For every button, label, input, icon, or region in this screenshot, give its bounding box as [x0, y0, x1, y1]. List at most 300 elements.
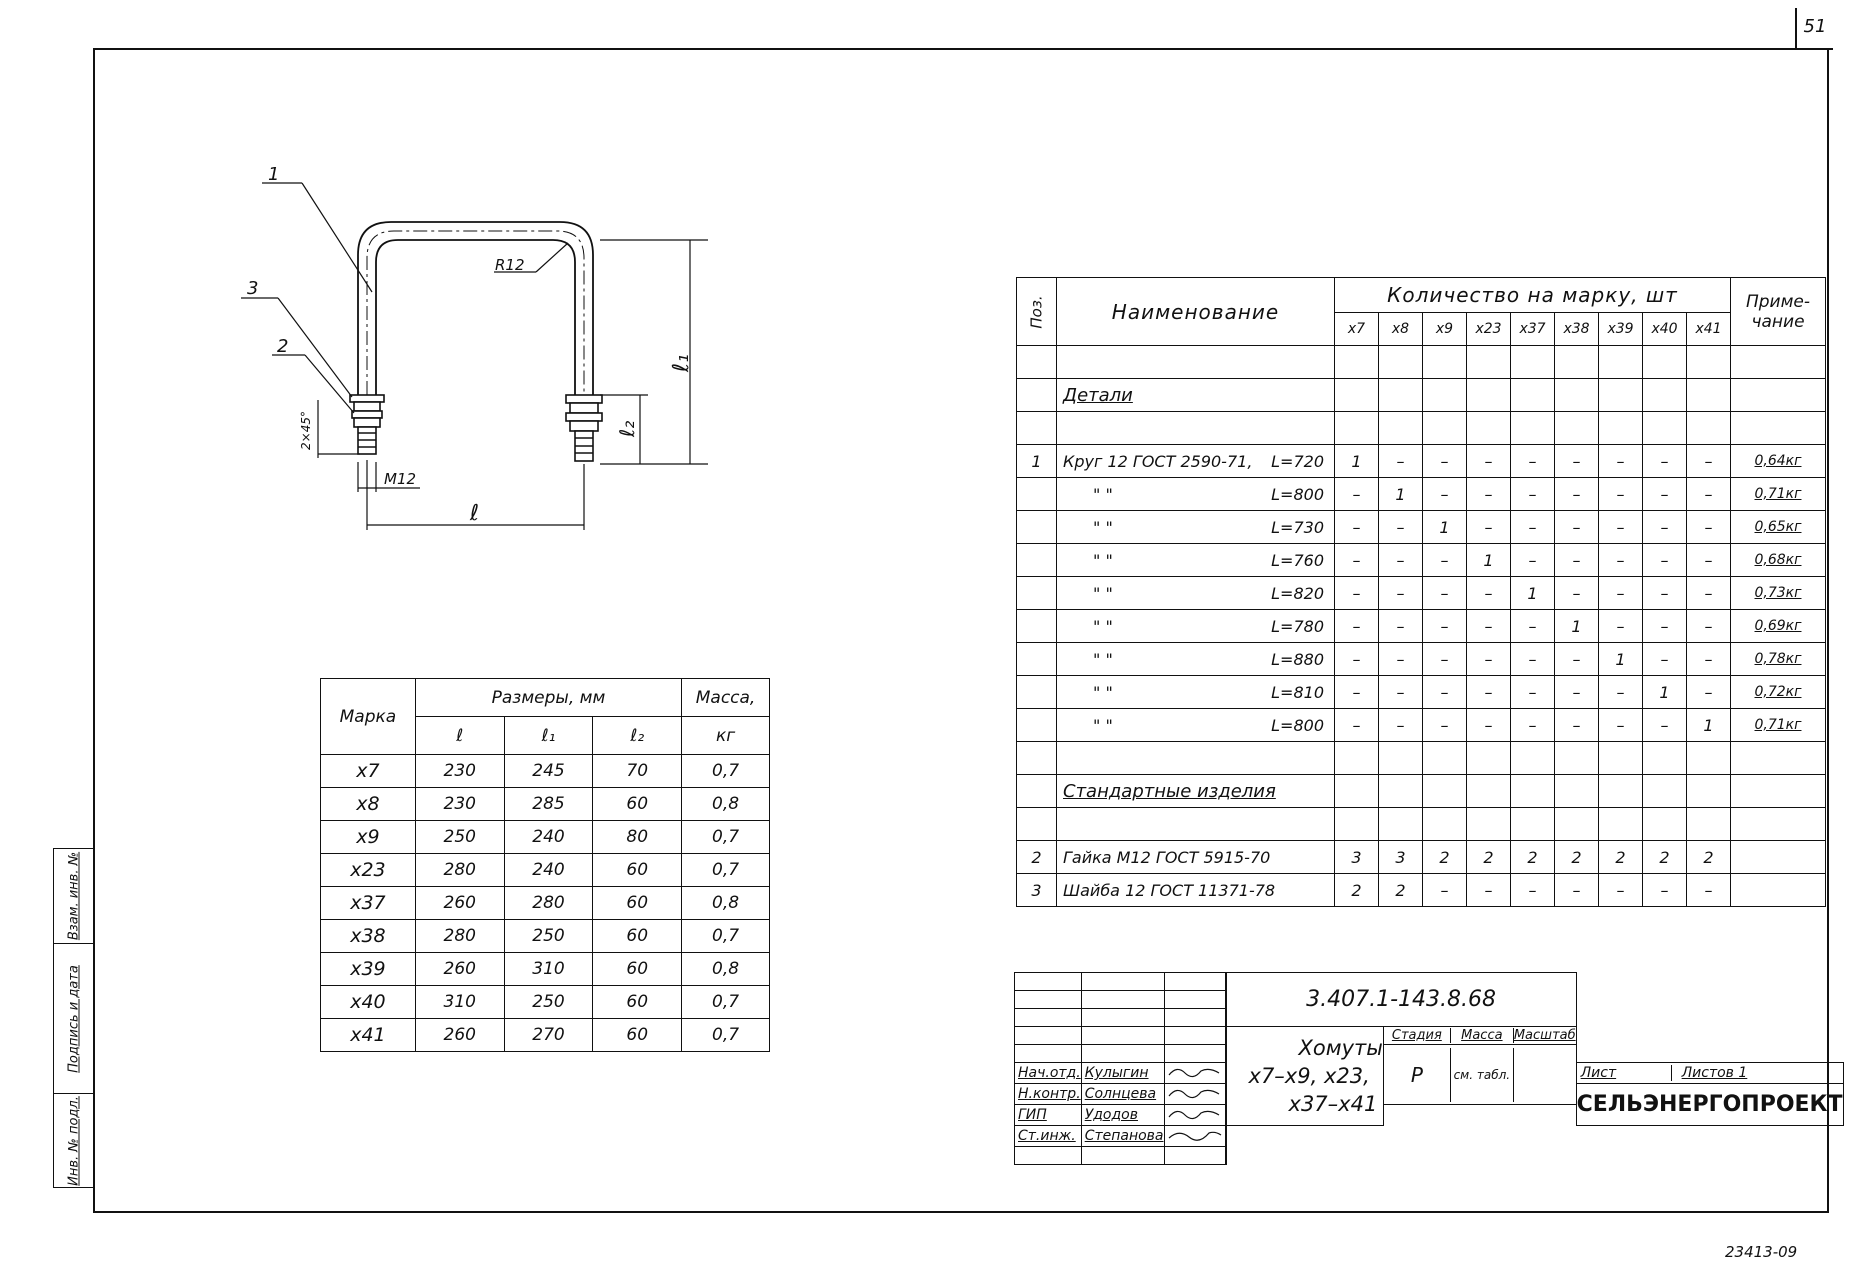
- dim-cell-l: 260: [415, 887, 504, 920]
- spec-cell: [1511, 742, 1555, 775]
- spec-cell: [1731, 412, 1826, 445]
- spec-item-row: [1017, 874, 1826, 907]
- spec-note: [1731, 874, 1826, 907]
- spec-cell: [1057, 742, 1335, 775]
- spec-qty: –: [1467, 874, 1511, 907]
- spec-length: L=760: [1271, 550, 1324, 570]
- spec-qty: –: [1467, 643, 1511, 676]
- spec-cell: [1017, 346, 1057, 379]
- spec-name: [1057, 577, 1335, 610]
- spec-cell: [1379, 808, 1423, 841]
- dim-cell-mark: х23: [321, 854, 416, 887]
- spec-qty: –: [1335, 709, 1379, 742]
- spec-length: L=780: [1271, 616, 1324, 636]
- spec-name-text: " ": [1093, 583, 1113, 603]
- dim-cell-mass: 0,7: [682, 854, 770, 887]
- spec-qty: 3: [1335, 841, 1379, 874]
- spec-qty: –: [1687, 874, 1731, 907]
- dim-cell-mass: 0,8: [682, 887, 770, 920]
- dim-cell-l1: 240: [504, 821, 593, 854]
- spec-cell: [1731, 808, 1826, 841]
- spec-qty: –: [1555, 544, 1599, 577]
- spec-cell: [1643, 742, 1687, 775]
- dim-cell-l1: 250: [504, 986, 593, 1019]
- doc-title-line2: х7–х9, х23,: [1248, 1064, 1370, 1088]
- spec-mark-header: х7: [1335, 312, 1379, 346]
- dim-header-l2: ℓ₂: [593, 717, 682, 755]
- tb-cell: [1081, 1147, 1164, 1165]
- dim-row: [321, 854, 770, 887]
- spec-qty: –: [1599, 478, 1643, 511]
- spec-cell: [1687, 412, 1731, 445]
- spec-qty: 2: [1555, 841, 1599, 874]
- staff-role: Ст.инж.: [1015, 1126, 1082, 1147]
- spec-header-pos-text: Поз.: [1027, 295, 1046, 329]
- spec-pos: [1017, 577, 1057, 610]
- dim-row: [321, 887, 770, 920]
- spec-qty: –: [1379, 709, 1423, 742]
- spec-qty: –: [1335, 544, 1379, 577]
- spec-qty: –: [1335, 643, 1379, 676]
- spec-cell: [1379, 379, 1423, 412]
- spec-qty: –: [1423, 610, 1467, 643]
- dim-row: [321, 755, 770, 788]
- spec-cell: [1555, 808, 1599, 841]
- spec-cell: [1467, 775, 1511, 808]
- bottom-code: 23413-09: [1725, 1243, 1798, 1261]
- spec-length: L=730: [1271, 517, 1324, 537]
- spec-qty: –: [1511, 544, 1555, 577]
- spec-cell: [1511, 412, 1555, 445]
- drawing-labels: [247, 164, 694, 526]
- staff-name: Солнцева: [1081, 1084, 1164, 1105]
- spec-qty: –: [1379, 544, 1423, 577]
- spec-pos: [1017, 643, 1057, 676]
- dim-header-mass-unit: кг: [682, 717, 770, 755]
- dim-cell-l: 260: [415, 953, 504, 986]
- spec-length: L=810: [1271, 682, 1324, 702]
- spec-qty: 1: [1335, 445, 1379, 478]
- callout-3: 3: [247, 278, 259, 299]
- spec-cell: [1335, 412, 1379, 445]
- spec-qty: –: [1467, 445, 1511, 478]
- sheet-number: 51: [1803, 16, 1827, 37]
- dim-cell-l1: 280: [504, 887, 593, 920]
- spec-qty: –: [1379, 643, 1423, 676]
- spec-qty: 1: [1423, 511, 1467, 544]
- spec-cell: [1057, 412, 1335, 445]
- spec-qty: –: [1599, 676, 1643, 709]
- dim-header-l1: ℓ₁: [504, 717, 593, 755]
- strip-inv-orig: Инв. № подл.: [66, 1095, 82, 1186]
- spec-qty: –: [1643, 511, 1687, 544]
- spec-cell: [1423, 346, 1467, 379]
- callout-1: 1: [268, 164, 280, 185]
- dim-cell-l1: 250: [504, 920, 593, 953]
- spec-qty: –: [1643, 478, 1687, 511]
- dim-row: [321, 920, 770, 953]
- dim-cell-mass: 0,7: [682, 1019, 770, 1052]
- stage-label: Стадия: [1384, 1028, 1451, 1043]
- strip-replacement-inv: Взам. инв. №: [66, 851, 82, 941]
- staff-signature: [1164, 1084, 1225, 1105]
- spec-cell: [1379, 775, 1423, 808]
- dim-cell-mass: 0,7: [682, 920, 770, 953]
- spec-cell: [1017, 742, 1057, 775]
- doc-title: [1226, 1027, 1383, 1126]
- spec-name-text: " ": [1093, 484, 1113, 504]
- spec-qty: –: [1467, 577, 1511, 610]
- right-nut-washer: [566, 395, 602, 461]
- spec-item-row: [1017, 478, 1826, 511]
- spec-name-text: Шайба 12 ГОСТ 11371-78: [1063, 880, 1276, 900]
- spec-qty: –: [1555, 577, 1599, 610]
- spec-qty: –: [1423, 676, 1467, 709]
- tb-cell: [1015, 1147, 1082, 1165]
- organization: СЕЛЬЭНЕРГОПРОЕКТ: [1576, 1084, 1843, 1126]
- dim-cell-mark: х7: [321, 755, 416, 788]
- dim-cell-mass: 0,7: [682, 986, 770, 1019]
- spec-pos: [1017, 544, 1057, 577]
- sheet-info: [1576, 1063, 1843, 1084]
- spec-cell: [1599, 775, 1643, 808]
- spec-length: L=800: [1271, 715, 1324, 735]
- spec-cell: [1423, 775, 1467, 808]
- spec-qty: –: [1555, 709, 1599, 742]
- spec-section-row: [1017, 379, 1826, 412]
- spec-qty: –: [1511, 445, 1555, 478]
- spec-name-text: Круг 12 ГОСТ 2590-71,: [1063, 451, 1253, 471]
- spec-cell: [1687, 808, 1731, 841]
- thread-label: M12: [384, 470, 417, 488]
- dim-cell-l2: 60: [593, 986, 682, 1019]
- staff-signature: [1164, 1063, 1225, 1084]
- spec-qty: 2: [1643, 841, 1687, 874]
- spec-cell: [1423, 379, 1467, 412]
- u-bolt-shape: [358, 222, 593, 395]
- dim-cell-l2: 70: [593, 755, 682, 788]
- spec-mark-header: х39: [1599, 312, 1643, 346]
- doc-title-line1: Хомуты: [1298, 1036, 1383, 1060]
- spec-qty: –: [1599, 511, 1643, 544]
- dim-cell-mass: 0,7: [682, 821, 770, 854]
- dim-cell-l1: 310: [504, 953, 593, 986]
- dim-cell-l1: 240: [504, 854, 593, 887]
- spec-cell: [1467, 742, 1511, 775]
- spec-mark-header: х9: [1423, 312, 1467, 346]
- spec-name: [1057, 478, 1335, 511]
- spec-cell: [1555, 412, 1599, 445]
- spec-qty: –: [1423, 643, 1467, 676]
- callout-2: 2: [277, 336, 289, 357]
- tb-cell: [1015, 973, 1082, 991]
- spec-qty: 2: [1379, 874, 1423, 907]
- spec-mark-header: х23: [1467, 312, 1511, 346]
- spec-pos: [1017, 709, 1057, 742]
- spec-qty: –: [1599, 610, 1643, 643]
- spec-note: 0,68кг: [1731, 544, 1826, 577]
- spec-qty: –: [1555, 676, 1599, 709]
- dim-cell-l2: 60: [593, 854, 682, 887]
- dimension-lines: [241, 183, 708, 530]
- dim-cell-l1: 270: [504, 1019, 593, 1052]
- spec-qty: –: [1687, 676, 1731, 709]
- spec-qty: 1: [1379, 478, 1423, 511]
- spec-empty-row: [1017, 412, 1826, 445]
- spec-cell: [1467, 379, 1511, 412]
- spec-cell: [1643, 412, 1687, 445]
- staff-role: Нач.отд.: [1015, 1063, 1082, 1084]
- spec-qty: –: [1467, 709, 1511, 742]
- spec-cell: [1687, 775, 1731, 808]
- spec-name: [1057, 643, 1335, 676]
- spec-qty: –: [1555, 478, 1599, 511]
- dim-cell-l: 230: [415, 755, 504, 788]
- spec-qty: 1: [1599, 643, 1643, 676]
- spec-qty: –: [1599, 709, 1643, 742]
- dim-cell-l: 310: [415, 986, 504, 1019]
- spec-cell: [1467, 346, 1511, 379]
- sheet-label: Лист: [1577, 1065, 1672, 1081]
- spec-cell: [1057, 346, 1335, 379]
- spec-qty: 3: [1379, 841, 1423, 874]
- spec-qty: –: [1379, 577, 1423, 610]
- spec-cell: [1599, 412, 1643, 445]
- spec-qty: –: [1335, 676, 1379, 709]
- spec-item-row: [1017, 577, 1826, 610]
- spec-cell: [1511, 775, 1555, 808]
- spec-note: 0,71кг: [1731, 478, 1826, 511]
- spec-cell: [1423, 742, 1467, 775]
- spec-name-text: " ": [1093, 649, 1113, 669]
- stage-mass-scale-values: [1383, 1045, 1576, 1105]
- spec-note: 0,71кг: [1731, 709, 1826, 742]
- spec-qty: –: [1643, 874, 1687, 907]
- spec-qty: –: [1643, 709, 1687, 742]
- spec-header-qty: Количество на марку, шт: [1335, 278, 1731, 313]
- spec-length: L=880: [1271, 649, 1324, 669]
- mass-label: Масса: [1451, 1028, 1514, 1043]
- spec-name: [1057, 610, 1335, 643]
- spec-qty: –: [1423, 544, 1467, 577]
- spec-name: [1057, 676, 1335, 709]
- doc-title-line3: х37–х41: [1288, 1092, 1378, 1116]
- dim-row: [321, 953, 770, 986]
- spec-cell: [1731, 742, 1826, 775]
- spec-body: [1017, 346, 1826, 907]
- spec-qty: –: [1687, 511, 1731, 544]
- dim-cell-l2: 60: [593, 920, 682, 953]
- spec-qty: –: [1599, 445, 1643, 478]
- spec-qty: –: [1335, 511, 1379, 544]
- scale-value: [1514, 1048, 1576, 1102]
- dim-cell-l: 280: [415, 920, 504, 953]
- spec-qty: –: [1599, 874, 1643, 907]
- spec-cell: [1687, 379, 1731, 412]
- spec-qty: –: [1467, 676, 1511, 709]
- spec-qty: –: [1423, 709, 1467, 742]
- spec-qty: –: [1643, 445, 1687, 478]
- spec-name: [1057, 841, 1335, 874]
- spec-qty: –: [1379, 511, 1423, 544]
- dim-cell-mass: 0,8: [682, 953, 770, 986]
- spec-name: [1057, 874, 1335, 907]
- spec-note: [1731, 841, 1826, 874]
- spec-name-text: " ": [1093, 616, 1113, 636]
- spec-qty: –: [1511, 874, 1555, 907]
- spec-qty: 2: [1335, 874, 1379, 907]
- spec-header-name: Наименование: [1057, 278, 1335, 346]
- spec-cell: [1017, 412, 1057, 445]
- spec-mark-header: х8: [1379, 312, 1423, 346]
- dim-cell-mark: х40: [321, 986, 416, 1019]
- spec-qty: –: [1643, 643, 1687, 676]
- staff-date: [1225, 1105, 1226, 1126]
- spec-name: [1057, 511, 1335, 544]
- dim-row: [321, 788, 770, 821]
- spec-qty: –: [1511, 676, 1555, 709]
- staff-date: [1225, 1084, 1226, 1105]
- spec-qty: –: [1687, 610, 1731, 643]
- spec-qty: –: [1423, 445, 1467, 478]
- spec-cell: [1555, 742, 1599, 775]
- spec-cell: [1335, 775, 1379, 808]
- spec-cell: [1423, 808, 1467, 841]
- spec-cell: [1335, 379, 1379, 412]
- spec-qty: –: [1643, 544, 1687, 577]
- spec-qty: –: [1423, 874, 1467, 907]
- spec-qty: –: [1379, 610, 1423, 643]
- spec-qty: –: [1335, 577, 1379, 610]
- spec-cell: [1687, 346, 1731, 379]
- spec-pos: [1017, 511, 1057, 544]
- dim-cell-l: 260: [415, 1019, 504, 1052]
- spec-cell: [1599, 742, 1643, 775]
- spec-note: 0,64кг: [1731, 445, 1826, 478]
- spec-mark-header: х41: [1687, 312, 1731, 346]
- chamfer-label: 2×45°: [299, 411, 313, 450]
- dim-cell-mark: х41: [321, 1019, 416, 1052]
- spec-qty: 2: [1467, 841, 1511, 874]
- spec-qty: 2: [1511, 841, 1555, 874]
- spec-pos: [1017, 610, 1057, 643]
- spec-cell: [1643, 775, 1687, 808]
- spec-qty: 1: [1643, 676, 1687, 709]
- spec-pos: 3: [1017, 874, 1057, 907]
- spec-cell: [1467, 412, 1511, 445]
- spec-name-text: " ": [1093, 682, 1113, 702]
- spec-cell: [1731, 379, 1826, 412]
- dim-header-l: ℓ: [415, 717, 504, 755]
- dim-l2-label: ℓ₂: [615, 420, 639, 437]
- spec-qty: –: [1467, 610, 1511, 643]
- spec-qty: –: [1643, 577, 1687, 610]
- spec-length: L=720: [1271, 451, 1324, 471]
- spec-qty: –: [1467, 478, 1511, 511]
- spec-qty: –: [1511, 511, 1555, 544]
- spec-length: L=800: [1271, 484, 1324, 504]
- dim-cell-l: 230: [415, 788, 504, 821]
- spec-item-row: [1017, 841, 1826, 874]
- spec-note: 0,73кг: [1731, 577, 1826, 610]
- spec-cell: [1599, 379, 1643, 412]
- spec-qty: –: [1423, 577, 1467, 610]
- spec-name: [1057, 709, 1335, 742]
- tb-cell: [1081, 973, 1164, 991]
- spec-pos: [1017, 478, 1057, 511]
- spec-cell: [1511, 808, 1555, 841]
- spec-item-row: [1017, 676, 1826, 709]
- staff-name: Кулыгин: [1081, 1063, 1164, 1084]
- spec-note: 0,65кг: [1731, 511, 1826, 544]
- spec-item-row: [1017, 643, 1826, 676]
- spec-cell: [1017, 808, 1057, 841]
- spec-cell: [1731, 346, 1826, 379]
- spec-pos: 2: [1017, 841, 1057, 874]
- spec-qty: –: [1511, 610, 1555, 643]
- spec-qty: –: [1555, 445, 1599, 478]
- spec-cell: [1599, 346, 1643, 379]
- spec-qty: –: [1467, 511, 1511, 544]
- spec-cell: [1511, 346, 1555, 379]
- mass-value: см. табл.: [1451, 1048, 1514, 1102]
- dim-cell-mark: х37: [321, 887, 416, 920]
- sheets-label: Листов 1: [1681, 1065, 1748, 1081]
- dim-cell-l: 280: [415, 854, 504, 887]
- spec-qty: –: [1687, 544, 1731, 577]
- spec-mark-header: х38: [1555, 312, 1599, 346]
- dim-cell-l1: 245: [504, 755, 593, 788]
- dim-header-mark: Марка: [321, 679, 416, 755]
- spec-item-row: [1017, 709, 1826, 742]
- spec-name: [1057, 544, 1335, 577]
- dim-cell-l2: 60: [593, 1019, 682, 1052]
- spec-item-row: [1017, 610, 1826, 643]
- stage-mass-scale-header: [1383, 1027, 1576, 1045]
- dim-row: [321, 821, 770, 854]
- dim-cell-mass: 0,8: [682, 788, 770, 821]
- dim-cell-l2: 60: [593, 788, 682, 821]
- dim-l-label: ℓ: [470, 501, 480, 526]
- staff-signature: [1164, 1105, 1225, 1126]
- strip-signature-date: Подпись и дата: [66, 964, 82, 1073]
- spec-section-row: [1017, 775, 1826, 808]
- spec-qty: –: [1643, 610, 1687, 643]
- dim-header-mass: Масса,: [682, 679, 770, 717]
- spec-name-text: " ": [1093, 715, 1113, 735]
- spec-name-text: " ": [1093, 517, 1113, 537]
- spec-cell: [1379, 346, 1423, 379]
- spec-cell: [1467, 808, 1511, 841]
- dim-cell-l: 250: [415, 821, 504, 854]
- spec-cell: [1379, 412, 1423, 445]
- spec-qty: –: [1379, 445, 1423, 478]
- specification-table: [1016, 277, 1826, 907]
- spec-mark-header: х40: [1643, 312, 1687, 346]
- left-nut-washer: [350, 395, 384, 454]
- spec-qty: 2: [1423, 841, 1467, 874]
- tb-cell: [1164, 1147, 1225, 1165]
- spec-name: [1057, 445, 1335, 478]
- section-details: Детали: [1057, 379, 1335, 412]
- spec-qty: 1: [1467, 544, 1511, 577]
- staff-role: Н.контр.: [1015, 1084, 1082, 1105]
- spec-length: L=820: [1271, 583, 1324, 603]
- spec-pos: 1: [1017, 445, 1057, 478]
- section-standard: Стандартные изделия: [1057, 775, 1335, 808]
- spec-empty-row: [1017, 808, 1826, 841]
- spec-cell: [1687, 742, 1731, 775]
